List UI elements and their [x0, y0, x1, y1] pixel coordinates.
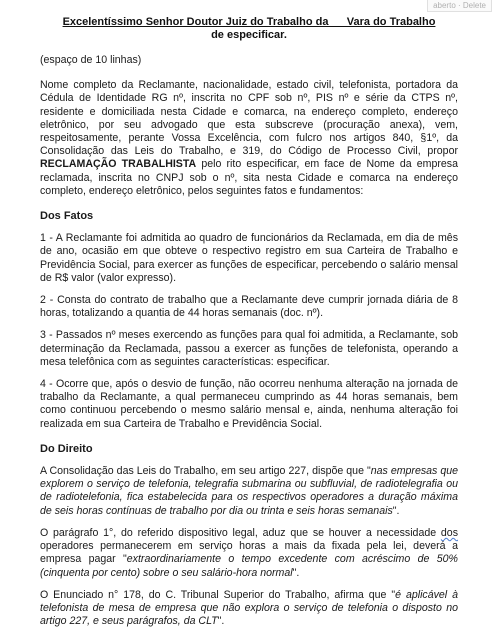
direito-p2-text-a: O parágrafo 1°, do referido dispositivo legal, aduz que se houver a necessidade [40, 526, 441, 539]
intro-text-c: pelo rito especificar, em face de Nome da empresa reclamada, inscrita no CNPJ sob o nº, sita nesta Cidade e comarca na endereço completo, endereço eletrônico, pelos seguintes fatos e fundamentos: [40, 158, 458, 197]
title-line-2: de especificar. [211, 29, 287, 41]
fato-item-4: 4 - Ocorre que, após o desvio de função, não ocorreu nenhuma alteração na jornada de trabalho da Reclamante, a qual permaneceu cumprindo as 44 horas semanais, bem como continuou percebendo o mesmo salário mensal e, ainda, nenhuma alteração foi realizada em sua Carteira de Trabalho e Previdência Social. [40, 378, 458, 430]
intro-text-a: Nome completo da Reclamante, nacionalidade, estado civil, telefonista, portadora da Cédula de Identidade RG nº, inscrita no CPF sob nº, PIS nº e série da CTPS nº, residente e domiciliada nesta Cidade e comarca, na endereço completo, endereço eletrônico, por seu advogado que esta subscreve (procuração anexa), vem, respeitosamente, perante Vossa Excelência, com fulcro nos artigos 840, §1º, da Consolidação das Leis do Trabalho, e 319, do Código de Processo Civil, propor [40, 79, 458, 158]
section-heading-direito: Do Direito [40, 442, 93, 455]
section-heading-fatos: Dos Fatos [40, 210, 94, 223]
intro-action-title: RECLAMAÇÃO TRABALHISTA [40, 158, 197, 171]
document-body [40, 16, 458, 637]
direito-p3-text-b: ". [217, 615, 225, 628]
fato-item-2: 2 - Consta do contrato de trabalho que a Reclamante deve cumprir jornada diária de 8 horas, totalizando a quantia de 44 horas semanais (doc. nº). [40, 294, 458, 320]
direito-p3-text-a: O Enunciado n° 178, do C. Tribunal Superior do Trabalho, afirma que " [40, 588, 396, 601]
title-line-1: Excelentíssimo Senhor Doutor Juiz do Trabalho da __ Vara do Trabalho [62, 16, 436, 28]
fato-item-1: 1 - A Reclamante foi admitida ao quadro de funcionários da Reclamada, em dia de mês de ano, ocasião em que obteve o respectivo registro em sua Carteira de Trabalho e Previdência Social, para exercer as funções de especificar, percebendo o salário mensal de R$ valor (valor expresso). [40, 232, 458, 284]
direito-p1-quote: nas empresas que explorem o serviço de telefonia, telegrafia submarina ou subfluvial, de radiotelegrafia ou de radiotelefonia, fica estabelecida para os respectivos operadores a duração máxima de seis horas contínuas de trabalho por dia ou trinta e seis horas semanais [40, 465, 459, 517]
direito-p1-text-b: ". [392, 504, 400, 517]
fato-item-3: 3 - Passados nº meses exercendo as funções para qual foi admitida, a Reclamante, sob determinação da Reclamada, passou a exercer as funções de telefonista, operando a mesa telefônica com as seguintes características: especificar. [40, 329, 458, 368]
direito-p1-text-a: A Consolidação das Leis do Trabalho, em seu artigo 227, dispõe que " [40, 465, 371, 478]
status-stamp: aberto · Delete [427, 0, 492, 12]
direito-p2-text-b: operadores permanecerem em serviço horas a mais da fixada pela lei, deverá a empresa pagar " [40, 540, 458, 566]
direito-paragraph-1 [40, 465, 458, 518]
spellcheck-word: dos [440, 526, 458, 539]
intro-paragraph [40, 79, 458, 198]
direito-p3-quote: é aplicável à telefonista de mesa de empresa que não explora o serviço de telefonia o disposto no artigo 227, e seus parágrafos, da CLT [40, 588, 458, 628]
direito-p2-text-c: ". [292, 566, 300, 579]
direito-p2-quote: extraordinariamente o tempo excedente com acréscimo de 50% (cinquenta por cento) sobre o seu salário-hora normal [40, 553, 458, 579]
document-title [40, 16, 458, 42]
space-note: (espaço de 10 linhas) [40, 54, 142, 66]
direito-paragraph-2 [40, 527, 458, 580]
direito-paragraph-3 [40, 589, 458, 629]
